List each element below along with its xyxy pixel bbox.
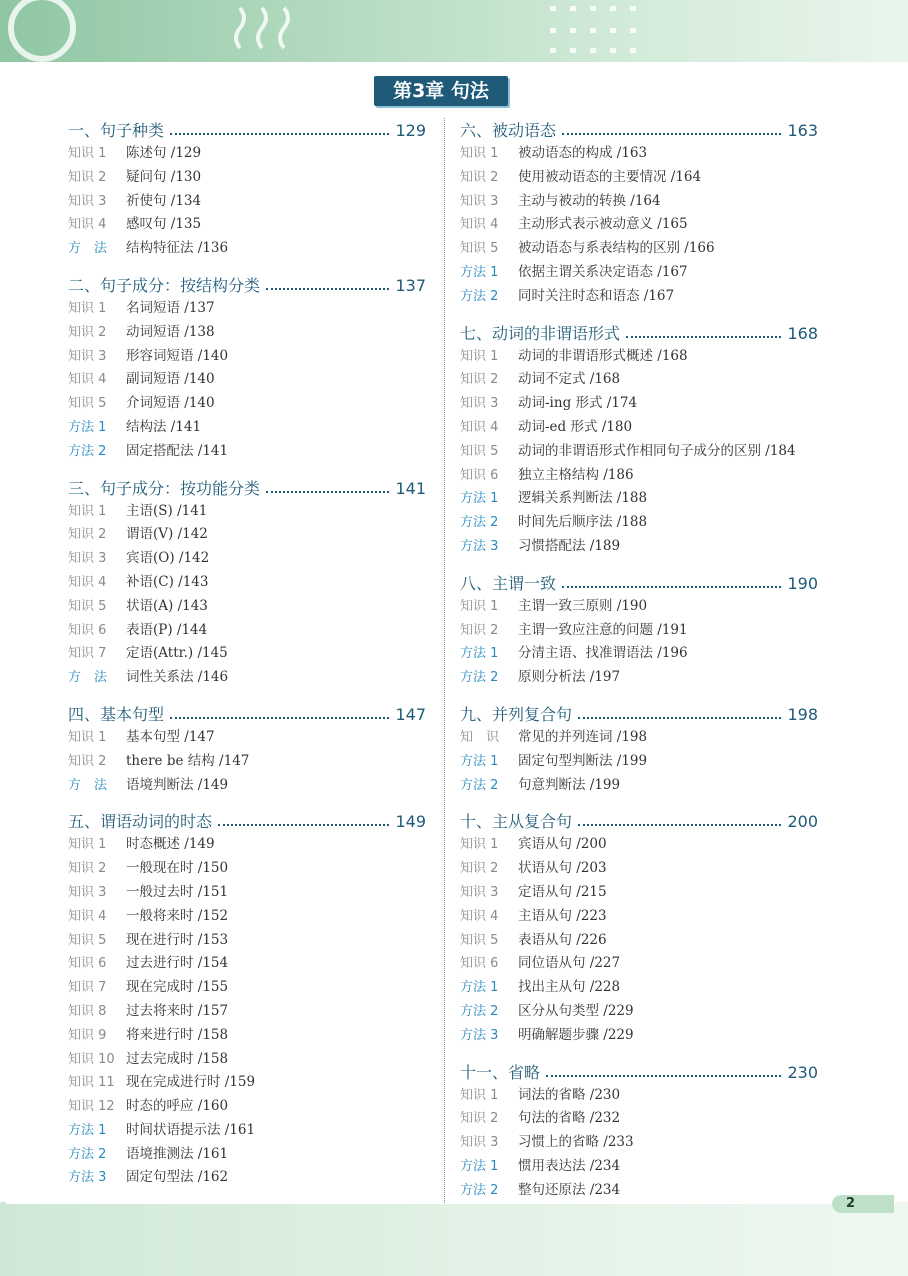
entry-text: 惯用表达法 /234 [518,1157,621,1174]
chapter-title: 第3章 句法 [374,76,508,106]
method-entry[interactable] [460,642,818,666]
entry-label: 知识 9 [68,1027,107,1043]
section-heading[interactable] [460,809,818,833]
entry-label: 方法 1 [460,646,499,662]
entry-label: 知识 3 [68,884,107,900]
entry-label: 方法 1 [460,264,499,280]
entry-text: 动词的非谓语形式作相同句子成分的区别 /184 [518,442,796,459]
entry-label: 知 识 [460,729,500,745]
entry-label: 知识 6 [68,956,107,972]
entry-label: 知识 3 [68,551,107,567]
entry-text: 习惯搭配法 /189 [518,537,621,554]
entry-label: 方法 2 [68,1146,107,1162]
knowledge-entry[interactable] [68,166,426,190]
section-title: 四、基本句型 [68,704,165,724]
entry-text: 主语从句 /223 [518,907,607,924]
knowledge-entry[interactable] [68,321,426,345]
entry-text: 疑问句 /130 [126,168,202,185]
section-page-number: 230 [787,1062,818,1082]
dot-leader [626,336,781,338]
method-entry[interactable] [460,487,818,511]
method-entry[interactable] [460,774,818,798]
dot-leader [218,824,389,826]
knowledge-entry[interactable] [68,190,426,214]
entry-text: 句法的省略 /232 [518,1110,621,1127]
entry-label: 知识 7 [68,980,107,996]
entry-text: 原则分析法 /197 [518,669,621,686]
entry-text: 主动形式表示被动意义 /165 [518,216,688,233]
ring-decoration-icon [8,0,76,62]
knowledge-entry[interactable] [460,619,818,643]
entry-text: 语境推测法 /161 [126,1145,229,1162]
method-entry[interactable] [68,1166,426,1190]
knowledge-entry[interactable] [460,1131,818,1155]
entry-text: 主谓一致三原则 /190 [518,597,648,614]
entry-label: 知识 1 [460,348,499,364]
dot-leader [266,288,389,290]
section-title: 八、主谓一致 [460,573,557,593]
entry-label: 知识 10 [68,1051,115,1067]
entry-label: 知识 5 [460,443,499,459]
entry-label: 知识 2 [460,1111,499,1127]
entry-text: 主谓一致应注意的问题 /191 [518,621,688,638]
method-entry[interactable] [460,261,818,285]
section-page-number: 137 [395,275,426,295]
entry-text: 过去将来时 /157 [126,1002,229,1019]
knowledge-entry[interactable] [68,392,426,416]
method-entry[interactable] [460,511,818,535]
section-title: 三、句子成分：按功能分类 [68,478,261,498]
entry-text: 结构法 /141 [126,418,202,435]
entry-label: 方法 1 [68,1122,107,1138]
knowledge-entry[interactable] [68,833,426,857]
entry-text: 句意判断法 /199 [518,776,621,793]
entry-label: 方法 1 [460,753,499,769]
entry-text: 主语(S) /141 [126,502,208,519]
entry-label: 方法 2 [460,515,499,531]
knowledge-entry[interactable] [68,142,426,166]
knowledge-entry[interactable] [460,142,818,166]
knowledge-entry[interactable] [68,1095,426,1119]
knowledge-entry[interactable] [460,929,818,953]
entry-label: 知识 1 [68,503,107,519]
section-page-number: 149 [395,812,426,832]
column-divider [444,118,445,1203]
entry-text: 语境判断法 /149 [126,776,229,793]
header-decoration [0,0,908,62]
toc-section [68,702,426,797]
entry-label: 知识 6 [460,956,499,972]
section-page-number: 129 [395,121,426,140]
entry-label: 知识 3 [460,193,499,209]
dot-leader [562,586,781,588]
wave-decoration-icon [232,4,312,54]
dot-grid-decoration-icon [548,4,658,56]
section-page-number: 198 [787,704,818,724]
toc-section [460,571,818,690]
section-heading[interactable] [460,1060,818,1084]
entry-label: 知识 1 [460,1087,499,1103]
entry-text: 一般现在时 /150 [126,860,229,877]
knowledge-entry[interactable] [68,976,426,1000]
entry-label: 方法 2 [460,777,499,793]
entry-text: 介词短语 /140 [126,395,215,412]
entry-label: 知识 5 [68,932,107,948]
entry-label: 知识 4 [460,217,499,233]
entry-label: 知识 3 [460,396,499,412]
entry-label: 知识 7 [68,646,107,662]
entry-text: 区分从句类型 /229 [518,1002,634,1019]
entry-text: 感叹句 /135 [126,216,202,233]
knowledge-entry[interactable] [460,368,818,392]
toc-section [460,321,818,559]
entry-label: 方法 2 [460,1182,499,1198]
knowledge-entry[interactable] [460,345,818,369]
section-page-number: 147 [395,704,426,724]
section-title: 六、被动语态 [460,121,557,140]
entry-label: 知识 1 [460,146,499,161]
knowledge-entry[interactable] [68,642,426,666]
method-entry[interactable] [460,750,818,774]
section-title: 五、谓语动词的时态 [68,812,213,832]
section-title: 二、句子成分：按结构分类 [68,275,261,295]
dot-leader [170,717,389,719]
section-heading[interactable] [460,321,818,345]
method-entry[interactable] [68,666,426,690]
entry-label: 知识 1 [68,146,107,161]
entry-text: 动词的非谓语形式概述 /168 [518,347,688,364]
entry-label: 知识 5 [68,396,107,412]
knowledge-entry[interactable] [460,857,818,881]
entry-text: 宾语从句 /200 [518,836,607,853]
section-title: 十、主从复合句 [460,812,573,832]
entry-text: 主动与被动的转换 /164 [518,192,661,209]
entry-text: 使用被动语态的主要情况 /164 [518,168,702,185]
knowledge-entry[interactable] [68,952,426,976]
section-heading[interactable] [68,273,426,297]
entry-text: 状语从句 /203 [518,860,607,877]
entry-text: 同时关注时态和语态 /167 [518,287,675,304]
knowledge-entry[interactable] [460,905,818,929]
section-page-number: 168 [787,323,818,343]
section-heading[interactable] [68,118,426,142]
knowledge-entry[interactable] [68,1048,426,1072]
entry-text: 逻辑关系判断法 /188 [518,490,648,507]
section-title: 九、并列复合句 [460,704,573,724]
entry-text: 习惯上的省略 /233 [518,1134,634,1151]
entry-text: 过去进行时 /154 [126,955,229,972]
toc-section [460,118,818,309]
entry-text: 时态的呼应 /160 [126,1098,229,1115]
entry-label: 知识 2 [68,753,107,769]
section-heading[interactable] [460,571,818,595]
entry-label: 方 法 [68,777,108,793]
entry-label: 知识 2 [68,324,107,340]
knowledge-entry[interactable] [68,619,426,643]
knowledge-entry[interactable] [460,952,818,976]
entry-text: 祈使句 /134 [126,192,202,209]
entry-label: 知识 2 [460,622,499,638]
entry-text: 宾语(O) /142 [126,550,210,567]
method-entry[interactable] [460,535,818,559]
entry-text: 时间先后顺序法 /188 [518,514,648,531]
entry-label: 方法 2 [460,670,499,686]
entry-text: 找出主从句 /228 [518,979,621,996]
entry-text: 词法的省略 /230 [518,1086,621,1103]
section-page-number: 190 [787,573,818,593]
knowledge-entry[interactable] [460,1107,818,1131]
entry-label: 方法 3 [460,538,499,554]
entry-text: 表语(P) /144 [126,621,208,638]
entry-label: 方法 2 [460,1003,499,1019]
section-heading[interactable] [68,476,426,500]
entry-text: 动词-ing 形式 /174 [518,395,638,412]
entry-text: 现在进行时 /153 [126,931,229,948]
entry-label: 方 法 [68,241,108,257]
method-entry[interactable] [460,1179,818,1203]
entry-label: 知识 6 [460,467,499,483]
knowledge-entry[interactable] [68,726,426,750]
entry-label: 知识 4 [68,908,107,924]
knowledge-entry[interactable] [68,1024,426,1048]
entry-text: 固定搭配法 /141 [126,442,229,459]
knowledge-entry[interactable] [460,1084,818,1108]
knowledge-entry[interactable] [460,595,818,619]
knowledge-entry[interactable] [68,571,426,595]
knowledge-entry[interactable] [460,440,818,464]
entry-text: 固定句型判断法 /199 [518,752,648,769]
method-entry[interactable] [68,416,426,440]
method-entry[interactable] [460,1155,818,1179]
entry-label: 方法 2 [460,288,499,304]
entry-label: 知识 3 [460,1135,499,1151]
knowledge-entry[interactable] [460,213,818,237]
entry-text: 基本句型 /147 [126,728,215,745]
entry-label: 方法 1 [460,1158,499,1174]
entry-label: 知识 12 [68,1099,115,1115]
toc-section [68,476,426,690]
toc-section [460,1060,818,1203]
entry-label: 知识 2 [68,527,107,543]
entry-label: 知识 3 [68,193,107,209]
knowledge-entry[interactable] [68,881,426,905]
section-title: 一、句子种类 [68,121,165,140]
knowledge-entry[interactable] [460,881,818,905]
section-page-number: 163 [787,121,818,140]
method-entry[interactable] [460,976,818,1000]
entry-label: 知识 4 [68,217,107,233]
method-entry[interactable] [68,440,426,464]
entry-label: 知识 1 [68,837,107,853]
toc-section [68,118,426,261]
entry-label: 知识 3 [460,884,499,900]
dot-leader [170,133,389,135]
entry-text: 补语(C) /143 [126,573,209,590]
method-entry[interactable] [68,774,426,798]
entry-text: 常见的并列连词 /198 [518,728,648,745]
entry-text: 固定句型法 /162 [126,1169,229,1186]
entry-label: 知识 2 [68,169,107,185]
knowledge-entry[interactable] [460,833,818,857]
section-page-number: 200 [787,812,818,832]
knowledge-entry[interactable] [460,726,818,750]
toc-section [460,702,818,797]
entry-label: 知识 11 [68,1075,115,1091]
dot-leader [578,717,781,719]
knowledge-entry[interactable] [460,166,818,190]
entry-label: 知识 2 [460,169,499,185]
entry-label: 知识 5 [460,241,499,257]
method-entry[interactable] [460,1024,818,1048]
knowledge-entry[interactable] [68,857,426,881]
entry-label: 知识 6 [68,622,107,638]
knowledge-entry[interactable] [68,905,426,929]
entry-text: 同位语从句 /227 [518,955,621,972]
knowledge-entry[interactable] [68,523,426,547]
entry-label: 知识 1 [460,837,499,853]
entry-label: 知识 4 [68,574,107,590]
page-number: 2 [832,1195,894,1213]
knowledge-entry[interactable] [460,190,818,214]
toc-section [68,809,426,1190]
section-title: 十一、省略 [460,1062,541,1082]
entry-text: 被动语态的构成 /163 [518,145,648,161]
entry-text: 整句还原法 /234 [518,1181,621,1198]
entry-text: 过去完成时 /158 [126,1050,229,1067]
entry-label: 方法 3 [68,1170,107,1186]
dot-leader [266,491,389,493]
toc-section [460,809,818,1047]
entry-label: 知识 2 [460,372,499,388]
entry-label: 方法 1 [460,491,499,507]
section-heading[interactable] [460,702,818,726]
entry-label: 知识 8 [68,1003,107,1019]
entry-label: 方法 1 [460,980,499,996]
section-page-number: 141 [395,478,426,498]
entry-text: 时态概述 /149 [126,836,215,853]
entry-label: 方法 1 [68,419,107,435]
entry-text: 动词不定式 /168 [518,371,621,388]
knowledge-entry[interactable] [460,392,818,416]
entry-text: 明确解题步骤 /229 [518,1026,634,1043]
entry-text: 谓语(V) /142 [126,526,208,543]
method-entry[interactable] [68,237,426,261]
entry-text: 一般过去时 /151 [126,883,229,900]
entry-text: 形容词短语 /140 [126,347,229,364]
entry-label: 知识 1 [68,300,107,316]
dot-leader [546,1075,781,1077]
knowledge-entry[interactable] [68,547,426,571]
entry-label: 知识 1 [460,598,499,614]
entry-label: 方法 3 [460,1027,499,1043]
entry-label: 知识 1 [68,729,107,745]
entry-label: 知识 5 [68,598,107,614]
knowledge-entry[interactable] [460,237,818,261]
method-entry[interactable] [460,666,818,690]
knowledge-entry[interactable] [68,297,426,321]
method-entry[interactable] [68,1143,426,1167]
entry-label: 知识 4 [460,908,499,924]
section-heading[interactable] [68,702,426,726]
section-title: 七、动词的非谓语形式 [460,323,621,343]
method-entry[interactable] [460,285,818,309]
entry-label: 知识 2 [68,861,107,877]
entry-text: 独立主格结构 /186 [518,466,634,483]
entry-text: 定语(Attr.) /145 [126,645,228,662]
entry-text: 现在完成进行时 /159 [126,1074,256,1091]
entry-text: 将来进行时 /158 [126,1026,229,1043]
toc-section [68,273,426,464]
entry-text: 动词-ed 形式 /180 [518,418,633,435]
entry-text: 分清主语、找准谓语法 /196 [518,645,688,662]
section-heading[interactable] [460,118,818,142]
entry-text: 名词短语 /137 [126,299,215,316]
knowledge-entry[interactable] [68,368,426,392]
knowledge-entry[interactable] [68,750,426,774]
knowledge-entry[interactable] [68,213,426,237]
entry-text: 词性关系法 /146 [126,669,229,686]
entry-label: 知识 5 [460,932,499,948]
knowledge-entry[interactable] [68,1000,426,1024]
knowledge-entry[interactable] [68,500,426,524]
entry-text: 依据主谓关系决定语态 /167 [518,263,688,280]
entry-text: 定语从句 /215 [518,883,607,900]
entry-label: 方法 2 [68,443,107,459]
toc-right-column [460,118,818,1214]
method-entry[interactable] [68,1119,426,1143]
knowledge-entry[interactable] [68,1071,426,1095]
entry-text: 状语(A) /143 [126,597,208,614]
entry-label: 知识 3 [68,348,107,364]
entry-label: 知识 2 [460,861,499,877]
knowledge-entry[interactable] [68,929,426,953]
knowledge-entry[interactable] [68,345,426,369]
entry-label: 方 法 [68,670,108,686]
entry-text: 现在完成时 /155 [126,979,229,996]
method-entry[interactable] [460,1000,818,1024]
entry-text: 被动语态与系表结构的区别 /166 [518,240,715,257]
knowledge-entry[interactable] [460,416,818,440]
toc-left-column [68,118,426,1202]
knowledge-entry[interactable] [68,595,426,619]
entry-text: 动词短语 /138 [126,323,215,340]
entry-text: 表语从句 /226 [518,931,607,948]
entry-label: 知识 4 [68,372,107,388]
entry-text: 副词短语 /140 [126,371,215,388]
entry-text: 一般将来时 /152 [126,907,229,924]
entry-text: 陈述句 /129 [126,145,202,161]
entry-text: 结构特征法 /136 [126,240,229,257]
entry-text: there be 结构 /147 [126,752,250,769]
entry-text: 时间状语提示法 /161 [126,1121,256,1138]
knowledge-entry[interactable] [460,464,818,488]
dot-leader [562,133,781,135]
entry-label: 知识 4 [460,419,499,435]
section-heading[interactable] [68,809,426,833]
dot-leader [578,824,781,826]
